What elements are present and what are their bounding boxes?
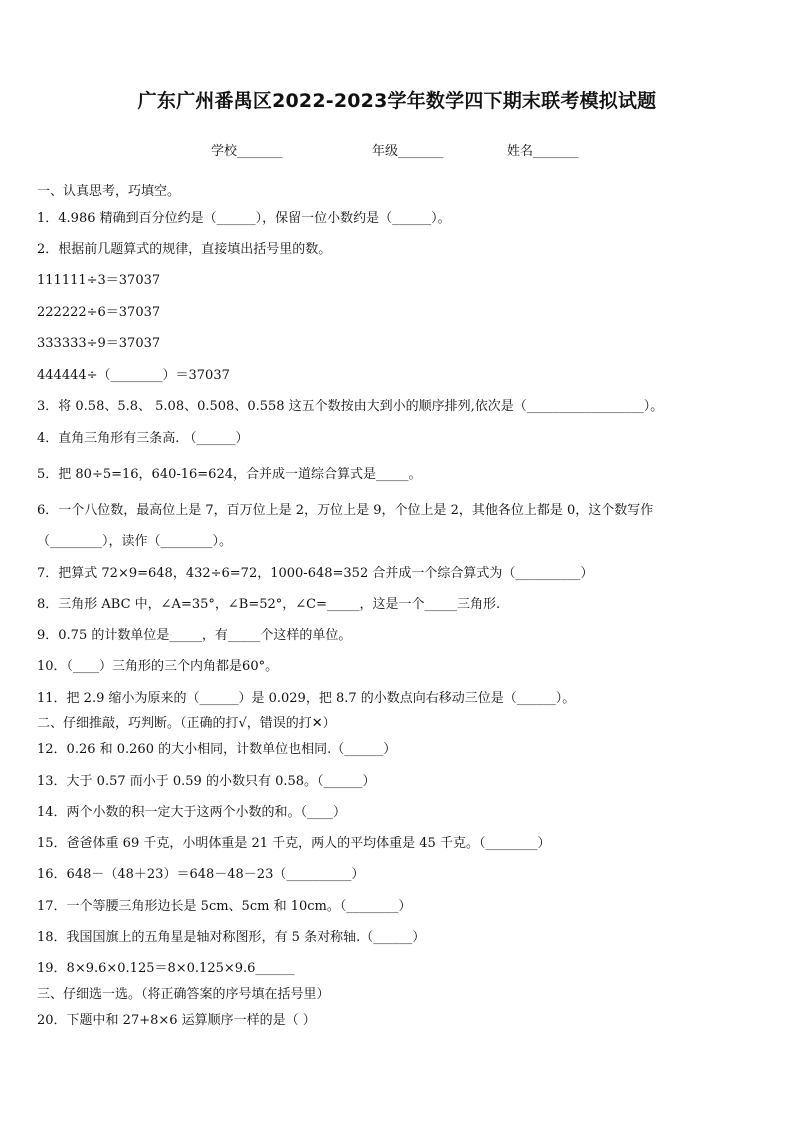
- question-11: 11．把 2.9 缩小为原来的（______）是 0.029，把 8.7 的小数点向右移动三位是（______）。: [37, 691, 576, 706]
- equation-4: 444444÷（________）＝37037: [37, 368, 230, 383]
- section-heading-1: 一、认真思考，巧填空。: [37, 184, 181, 199]
- question-20: 20．下题中和 27+8×6 运算顺序一样的是（ ）: [37, 1013, 316, 1028]
- grade-field: 年级_______: [372, 144, 444, 159]
- question-8: 8．三角形 ABC 中，∠A=35°，∠B=52°，∠C=_____，这是一个_____三角形.: [37, 597, 501, 612]
- question-5: 5．把 80÷5=16，640-16=624，合并成一道综合算式是_____。: [37, 467, 422, 482]
- question-14: 14．两个小数的积一定大于这两个小数的和。（____）: [37, 805, 347, 820]
- equation-2: 222222÷6＝37037: [37, 305, 161, 320]
- question-10: 10．（____）三角形的三个内角都是60°。: [37, 659, 279, 674]
- question-17: 17．一个等腰三角形边长是 5cm、5cm 和 10cm。（________）: [37, 899, 412, 914]
- question-13: 13．大于 0.57 而小于 0.59 的小数只有 0.58。（______）: [37, 774, 376, 789]
- question-16: 16．648－（48＋23）＝648－48－23（__________）: [37, 867, 365, 882]
- name-field: 姓名_______: [507, 144, 579, 159]
- question-7: 7．把算式 72×9=648，432÷6=72，1000-648=352 合并成一个综合算式为（__________）: [37, 566, 594, 581]
- school-field: 学校_______: [211, 144, 283, 159]
- question-2: 2．根据前几题算式的规律，直接填出括号里的数。: [37, 242, 332, 257]
- equation-3: 333333÷9＝37037: [37, 336, 161, 351]
- equation-1: 111111÷3＝37037: [37, 273, 161, 288]
- question-6: 6．一个八位数，最高位上是 7，百万位上是 2，万位上是 9，个位上是 2，其他各位上都是 0，这个数写作: [37, 503, 654, 518]
- question-3: 3．将 0.58、5.8、 5.08、0.508、0.558 这五个数按由大到小的顺序排列,依次是（__________________）。: [37, 399, 664, 414]
- section-heading-3: 三、仔细选一选。（将正确答案的序号填在括号里）: [37, 987, 330, 1002]
- question-18: 18．我国国旗上的五角星是轴对称图形，有 5 条对称轴.（______）: [37, 930, 426, 945]
- question-1: 1．4.986 精确到百分位约是（______），保留一位小数约是（______）。: [37, 211, 451, 226]
- question-9: 9．0.75 的计数单位是_____，有_____个这样的单位。: [37, 628, 352, 643]
- page-title: 广东广州番禺区2022-2023学年数学四下期末联考模拟试题: [137, 90, 657, 112]
- question-12: 12．0.26 和 0.260 的大小相同，计数单位也相同.（______）: [37, 742, 397, 757]
- question-4: 4．直角三角形有三条高. （______）: [37, 431, 249, 446]
- question-19: 19．8×9.6×0.125＝8×0.125×9.6______: [37, 961, 295, 976]
- question-15: 15．爸爸体重 69 千克，小明体重是 21 千克，两人的平均体重是 45 千克。（________）: [37, 836, 551, 851]
- section-heading-2: 二、仔细推敲，巧判断。（正确的打√，错误的打✕）: [37, 716, 336, 731]
- question-6-continued: （________），读作（________）。: [37, 534, 233, 549]
